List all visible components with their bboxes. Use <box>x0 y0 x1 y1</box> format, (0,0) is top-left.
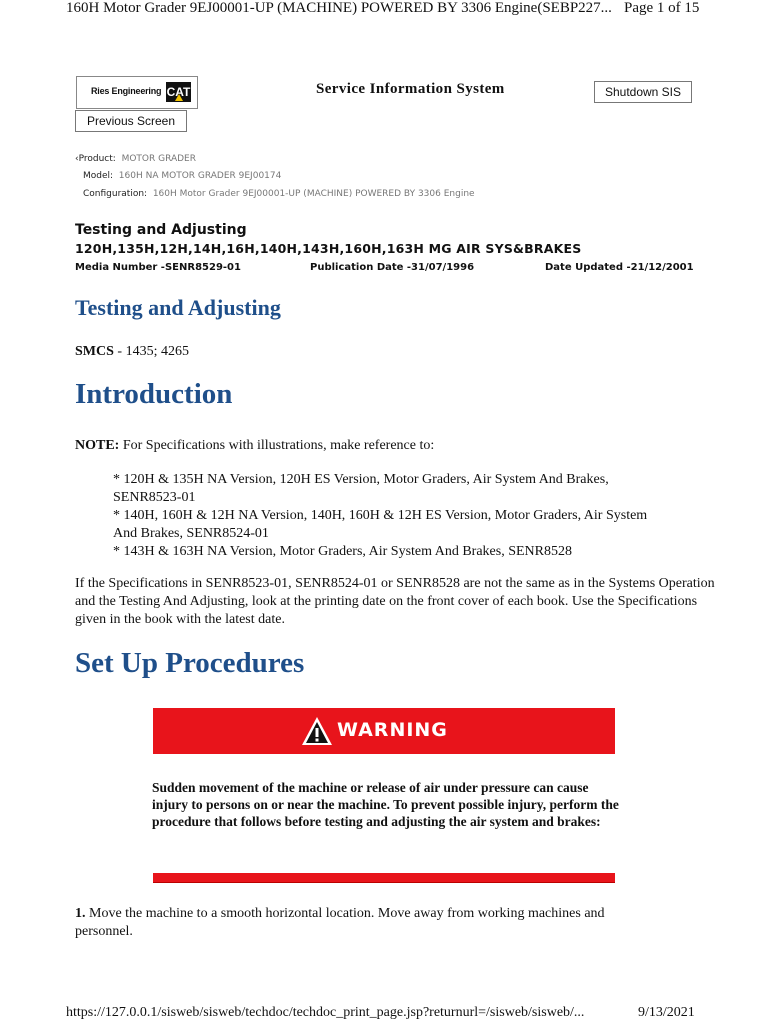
smcs-line <box>75 343 189 361</box>
reference-item: * 143H & 163H NA Version, Motor Graders, Air System And Brakes, SENR8528 <box>113 544 573 559</box>
media-number: Media Number -SENR8529-01 <box>75 262 241 273</box>
step-number: 1. <box>75 906 86 921</box>
step-1 <box>75 905 665 941</box>
step-text: Move the machine to a smooth horizontal location. Move away from working machines and personnel. <box>75 906 605 939</box>
breadcrumb-config-value: 160H Motor Grader 9EJ00001-UP (MACHINE) POWERED BY 3306 Engine <box>152 189 475 199</box>
logo-text: Ries Engineering <box>91 86 162 96</box>
warning-text: Sudden movement of the machine or release of air under pressure can cause injury to persons on or near the machine. To prevent possible injury, perform the procedure that follows before testing and adjusting the air system and brakes: <box>152 780 619 829</box>
reference-item: * 120H & 135H NA Version, 120H ES Version, Motor Graders, Air System And Brakes, SENR8523-01 <box>113 472 609 505</box>
breadcrumb-product <box>75 154 196 164</box>
publication-date: Publication Date -31/07/1996 <box>310 262 475 273</box>
company-logo <box>76 76 198 109</box>
date-updated: Date Updated -21/12/2001 <box>545 262 694 273</box>
breadcrumb-configuration <box>83 189 475 199</box>
note-text: For Specifications with illustrations, make reference to: <box>119 438 435 453</box>
print-page-number: Page 1 of 15 <box>624 0 700 16</box>
footer-url: https://127.0.0.1/sisweb/sisweb/techdoc/techdoc_print_page.jsp?returnurl=/sisweb/sisweb/... <box>66 1005 585 1020</box>
document-models: 120H,135H,12H,14H,16H,140H,143H,160H,163H MG AIR SYS&BRAKES <box>75 241 582 256</box>
note-line <box>75 437 434 455</box>
reference-item: * 140H, 160H & 12H NA Version, 140H, 160H & 12H ES Version, Motor Graders, Air System And Brakes, SENR8524-01 <box>113 508 648 541</box>
warning-divider <box>153 873 615 883</box>
print-header-title: 160H Motor Grader 9EJ00001-UP (MACHINE) POWERED BY 3306 Engine(SEBP227... <box>66 0 612 16</box>
introduction-title: Introduction <box>75 378 233 410</box>
note-label: NOTE: <box>75 438 120 453</box>
specification-paragraph: If the Specifications in SENR8523-01, SENR8524-01 or SENR8528 are not the same as in the Systems Operation and the Testing And Adjusting, look at the printing date on the front cover of each book. Use the Specifications given in the book with the latest date. <box>75 576 715 627</box>
reference-list <box>113 471 673 561</box>
cat-logo-icon: CAT <box>166 82 191 102</box>
breadcrumb-config-label: Configuration: <box>83 189 148 199</box>
document-heading: Testing and Adjusting <box>75 222 247 238</box>
warning-word: WARNING <box>337 719 448 741</box>
breadcrumb-model-label: Model: <box>83 171 114 181</box>
breadcrumb-model <box>83 171 281 181</box>
system-title: Service Information System <box>316 81 505 97</box>
back-chevron-icon[interactable]: ‹ <box>75 154 79 164</box>
breadcrumb-model-value: 160H NA MOTOR GRADER 9EJ00174 <box>118 171 282 181</box>
section-title: Testing and Adjusting <box>75 295 281 320</box>
warning-banner <box>153 708 615 754</box>
breadcrumb-product-value: MOTOR GRADER <box>121 154 196 164</box>
breadcrumb-product-label[interactable]: Product: <box>78 154 116 164</box>
footer-date: 9/13/2021 <box>638 1005 695 1020</box>
smcs-label: SMCS <box>75 344 114 359</box>
previous-screen-button[interactable]: Previous Screen <box>75 110 187 132</box>
smcs-value: - 1435; 4265 <box>113 344 189 359</box>
shutdown-sis-button[interactable]: Shutdown SIS <box>594 81 692 103</box>
setup-procedures-title: Set Up Procedures <box>75 647 305 679</box>
warning-triangle-icon <box>301 716 333 746</box>
